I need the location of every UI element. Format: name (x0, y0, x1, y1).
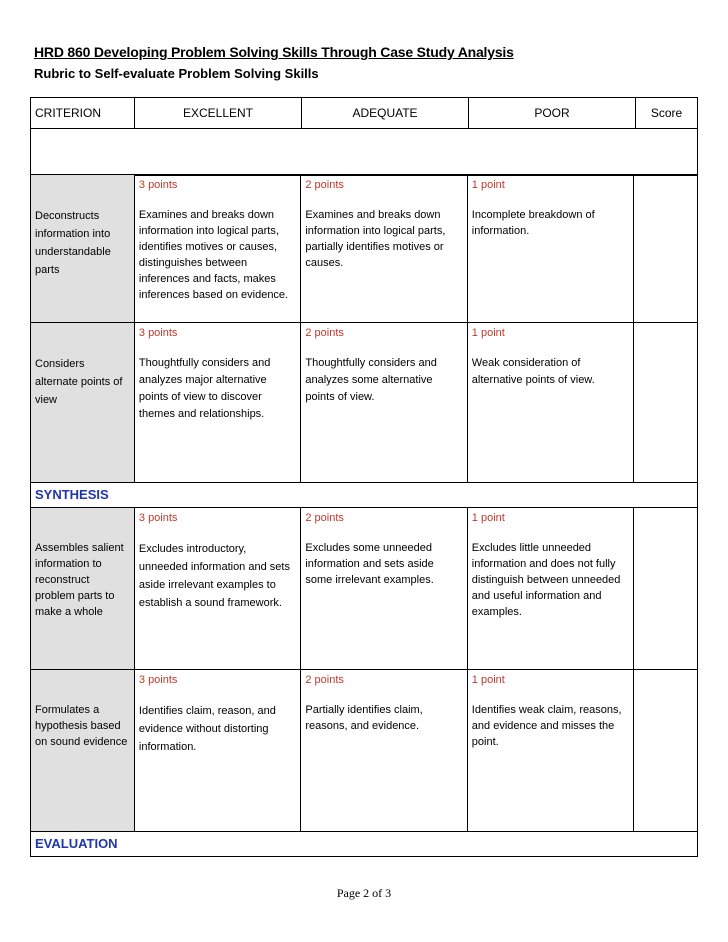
rubric-header-table (30, 97, 698, 129)
section-row-synthesis (31, 483, 698, 508)
points-label: 1 point (471, 179, 505, 191)
poor-cell (467, 323, 633, 483)
title-text: HRD 860 Developing Problem Solving Skills Through Case Study Analysis (34, 44, 514, 60)
spacer-row (30, 128, 698, 176)
criterion-label: Assembles salient information to reconstruct problem parts to make a whole (35, 542, 124, 618)
score-cell[interactable] (634, 508, 698, 670)
section-heading: SYNTHESIS (31, 483, 698, 508)
descriptor: Weak consideration of alternative points of view. (471, 357, 595, 386)
excellent-cell (134, 670, 300, 832)
col-poor: POOR (469, 98, 636, 129)
points-label: 3 points (138, 327, 178, 339)
points-label: 1 point (471, 674, 505, 686)
document-subtitle: Rubric to Self-evaluate Problem Solving Skills (34, 66, 319, 81)
criterion-cell (31, 508, 135, 670)
points-label: 3 points (138, 674, 178, 686)
rubric-table (30, 174, 698, 857)
descriptor: Examines and breaks down information into logical parts, partially identifies motives or causes. (305, 209, 446, 269)
descriptor: Identifies weak claim, reasons, and evidence and misses the point. (471, 704, 622, 748)
score-cell[interactable] (634, 175, 698, 323)
descriptor: Excludes introductory, unneeded information and sets aside irrelevant examples to establish a sound framework. (138, 543, 290, 609)
descriptor: Thoughtfully considers and analyzes major alternative points of view to discover themes and relationships. (138, 357, 271, 420)
points-label: 3 points (138, 512, 178, 524)
criterion-label: Considers alternate points of view (35, 358, 123, 406)
descriptor: Partially identifies claim, reasons, and evidence. (305, 704, 423, 732)
col-adequate: ADEQUATE (302, 98, 469, 129)
points-label: 1 point (471, 327, 505, 339)
col-criterion: CRITERION (31, 98, 135, 129)
adequate-cell (301, 323, 467, 483)
criterion-cell (31, 670, 135, 832)
criterion-label: Deconstructs information into understandable parts (35, 210, 111, 276)
score-cell[interactable] (634, 323, 698, 483)
descriptor: Identifies claim, reason, and evidence without distorting information. (138, 705, 276, 753)
descriptor: Excludes little unneeded information and does not fully distinguish between unneeded and useful information and examples. (471, 542, 621, 618)
section-heading: EVALUATION (31, 832, 698, 857)
points-label: 2 points (305, 512, 344, 524)
descriptor: Incomplete breakdown of information. (471, 209, 595, 237)
excellent-cell (134, 508, 300, 670)
descriptor: Examines and breaks down information into logical parts, identifies motives or causes, distinguishes between inferences and facts, makes inferences based on evidence. (138, 209, 289, 301)
poor-cell (467, 508, 633, 670)
points-label: 2 points (305, 327, 344, 339)
table-row (31, 323, 698, 483)
criterion-cell (31, 323, 135, 483)
points-label: 2 points (305, 179, 344, 191)
adequate-cell (301, 508, 467, 670)
page-number: Page 2 of 3 (336, 886, 392, 900)
col-excellent: EXCELLENT (135, 98, 302, 129)
col-score: Score (636, 98, 698, 129)
descriptor: Excludes some unneeded information and sets aside some irrelevant examples. (305, 542, 434, 586)
criterion-cell (31, 175, 135, 323)
table-row (31, 670, 698, 832)
descriptor: Thoughtfully considers and analyzes some alternative points of view. (305, 357, 437, 403)
points-label: 2 points (305, 674, 344, 686)
criterion-label: Formulates a hypothesis based on sound evidence (35, 704, 128, 748)
adequate-cell (301, 175, 467, 323)
adequate-cell (301, 670, 467, 832)
excellent-cell (134, 175, 300, 323)
table-row (31, 508, 698, 670)
header-row (31, 98, 698, 129)
poor-cell (467, 670, 633, 832)
poor-cell (467, 175, 633, 323)
document-title (34, 44, 514, 60)
score-cell[interactable] (634, 670, 698, 832)
section-row-evaluation (31, 832, 698, 857)
points-label: 3 points (138, 179, 178, 191)
table-row (31, 175, 698, 323)
points-label: 1 point (471, 512, 505, 524)
excellent-cell (134, 323, 300, 483)
